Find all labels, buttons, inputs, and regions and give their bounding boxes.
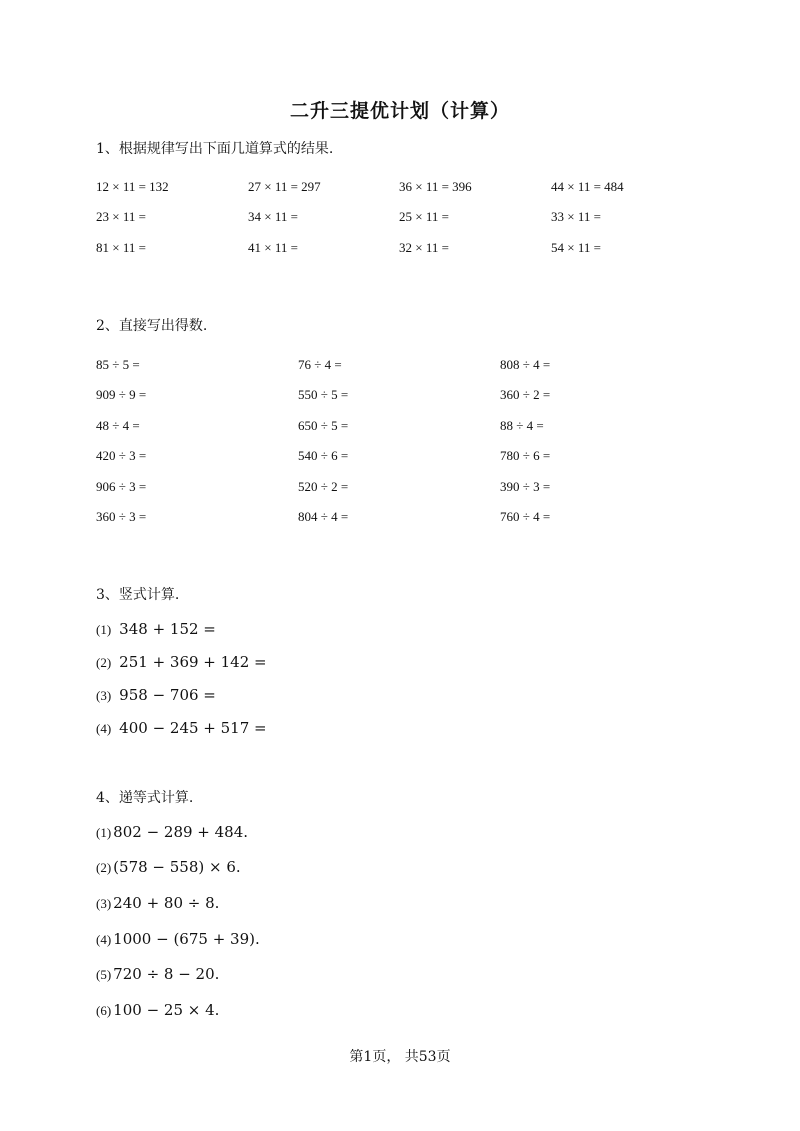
section-1-cell: 25 × 11 = xyxy=(399,209,449,224)
section-2-cell: 650 ÷ 5 = xyxy=(298,418,349,433)
section-2-cell: 780 ÷ 6 = xyxy=(500,448,551,463)
section-2-cell: 88 ÷ 4 = xyxy=(500,418,544,433)
item-expression: 802 − 289 + 484. xyxy=(113,823,249,841)
page-title: 二升三提优计划（计算） xyxy=(289,100,510,122)
item-expression: 240 + 80 ÷ 8. xyxy=(113,894,220,912)
item-expression: 1000 − (675 + 39). xyxy=(113,930,260,948)
page-footer: 第1页， 共53页 xyxy=(349,1049,451,1065)
section-2-cell: 760 ÷ 4 = xyxy=(500,509,551,524)
item-expression: (578 − 558) × 6. xyxy=(113,858,241,876)
section-1-cell: 33 × 11 = xyxy=(551,209,601,224)
item-expression: 400 − 245 + 517 = xyxy=(119,719,267,737)
section-1-cell: 36 × 11 = 396 xyxy=(399,179,472,194)
item-number: (3) xyxy=(96,688,112,703)
section-2-cell: 906 ÷ 3 = xyxy=(96,479,147,494)
item-number: (5) xyxy=(96,967,112,982)
section-1-cell: 27 × 11 = 297 xyxy=(248,179,321,194)
section-2-cell: 390 ÷ 3 = xyxy=(500,479,551,494)
list-item xyxy=(96,857,241,876)
section-1-cell: 54 × 11 = xyxy=(551,240,601,255)
item-number: (1) xyxy=(96,622,112,637)
section-1-cell: 41 × 11 = xyxy=(248,240,298,255)
section-1-cell: 32 × 11 = xyxy=(399,240,449,255)
list-item xyxy=(96,822,248,841)
section-2-cell: 520 ÷ 2 = xyxy=(298,479,349,494)
list-item xyxy=(96,619,216,638)
item-number: (4) xyxy=(96,721,112,736)
section-2-cell: 360 ÷ 2 = xyxy=(500,387,551,402)
item-expression: 251 + 369 + 142 = xyxy=(119,653,267,671)
item-number: (1) xyxy=(96,825,112,840)
section-2-cell: 76 ÷ 4 = xyxy=(298,357,342,372)
section-2-cell: 360 ÷ 3 = xyxy=(96,509,147,524)
section-1-heading: 1、根据规律写出下面几道算式的结果. xyxy=(96,141,334,157)
item-expression: 348 + 152 = xyxy=(119,620,216,638)
item-expression: 720 ÷ 8 − 20. xyxy=(113,965,220,983)
item-number: (3) xyxy=(96,896,112,911)
section-2-cell: 48 ÷ 4 = xyxy=(96,418,140,433)
item-number: (4) xyxy=(96,932,112,947)
section-2-cell: 540 ÷ 6 = xyxy=(298,448,349,463)
section-2-cell: 804 ÷ 4 = xyxy=(298,509,349,524)
item-number: (6) xyxy=(96,1003,112,1018)
section-1-cell: 81 × 11 = xyxy=(96,240,146,255)
section-2-cell: 808 ÷ 4 = xyxy=(500,357,551,372)
section-2-cell: 550 ÷ 5 = xyxy=(298,387,349,402)
list-item xyxy=(96,1000,219,1019)
item-number: (2) xyxy=(96,860,112,875)
list-item xyxy=(96,718,267,737)
section-1-cell: 44 × 11 = 484 xyxy=(551,179,624,194)
item-expression: 100 − 25 × 4. xyxy=(113,1001,220,1019)
list-item xyxy=(96,893,219,912)
section-2-cell: 909 ÷ 9 = xyxy=(96,387,147,402)
section-2-cell: 85 ÷ 5 = xyxy=(96,357,140,372)
list-item xyxy=(96,685,216,704)
item-number: (2) xyxy=(96,655,112,670)
section-1-cell: 34 × 11 = xyxy=(248,209,298,224)
item-expression: 958 − 706 = xyxy=(119,686,216,704)
section-2-cell: 420 ÷ 3 = xyxy=(96,448,147,463)
section-2-heading: 2、直接写出得数. xyxy=(96,318,208,334)
section-1-cell: 23 × 11 = xyxy=(96,209,146,224)
list-item xyxy=(96,652,267,671)
section-1-cell: 12 × 11 = 132 xyxy=(96,179,169,194)
section-4-heading: 4、递等式计算. xyxy=(96,790,194,806)
list-item xyxy=(96,964,219,983)
list-item xyxy=(96,929,260,948)
section-3-heading: 3、竖式计算. xyxy=(96,587,180,603)
